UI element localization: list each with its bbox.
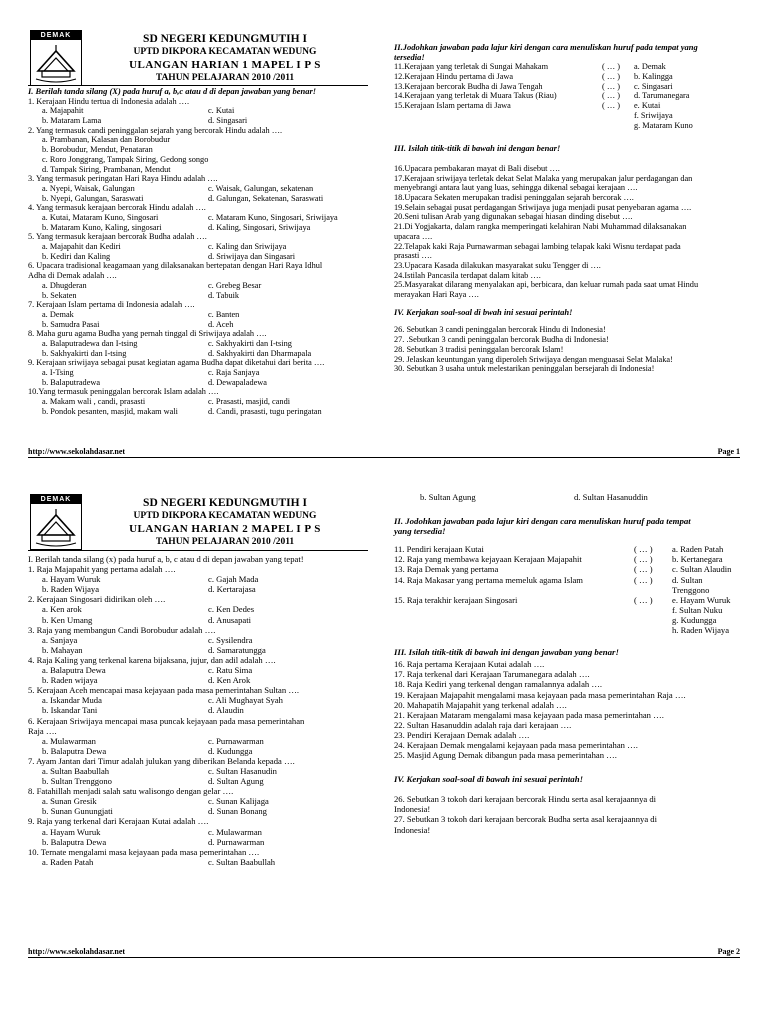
answer-option[interactable]: a. Raden Patah	[42, 856, 94, 867]
continued-options	[394, 492, 750, 502]
footer-url[interactable]: http://www.sekolahdasar.net	[28, 447, 126, 456]
matching-answer: c. Singasari	[634, 81, 673, 91]
answer-option[interactable]: d. Kaling, Singosari, Sriwijaya	[208, 222, 311, 232]
answer-option-row	[28, 675, 373, 685]
footer-url[interactable]: http://www.sekolahdasar.net	[28, 947, 126, 956]
question-text: 9. Kerajaan sriwijaya sebagai pusat kegiatan agama Budha dapat diketahui dari berita ….	[28, 358, 325, 368]
question-text: 8. Fatahillah menjadi salah satu walisongo dengan gelar ….	[28, 786, 234, 797]
answer-option[interactable]: a. Demak	[42, 309, 74, 319]
matching-answer: a. Raden Patah	[672, 544, 724, 555]
fill-in-item: 23.Upacara Kasada dilakukan masyarakat suku Tengger di ….	[394, 260, 601, 270]
question-text: 1. Kerajaan Hindu tertua di Indonesia adalah ….	[28, 96, 190, 106]
fill-in-item: upacara ….	[394, 231, 433, 241]
answer-option[interactable]: a. Mulawarman	[42, 735, 96, 746]
essay-item: Indonesia!	[394, 824, 431, 835]
essay-item: 26. Sebutkan 3 tokoh dari kerajaan bercorak Hindu serta asal kerajaannya di	[394, 794, 657, 805]
answer-option-row	[28, 746, 373, 756]
question-text: 5. Yang termasuk kerajaan bercorak Budha adalah ….	[28, 232, 207, 242]
fill-in-item: 17.Kerajaan sriwijaya terletak dekat Selat Malaka yang merupakan jalur perdagangan dan	[394, 173, 693, 183]
answer-option[interactable]: a. Majapahit	[42, 106, 84, 116]
answer-option[interactable]: b. Sultan Trenggono	[42, 776, 112, 787]
page-footer	[28, 946, 740, 958]
matching-question: 11. Pendiri kerajaan Kutai	[394, 544, 484, 555]
answer-option[interactable]: d. Kertarajasa	[208, 584, 256, 595]
matching-row	[394, 121, 750, 131]
answer-option-row	[28, 584, 373, 594]
answer-option-row	[28, 827, 373, 837]
section-4-instruction: IV. Kerjakan soal-soal di bwah ini sesuai perintah!	[394, 306, 573, 317]
fill-in-item: 19.Selain sebagai pusat perdagangan Sriwijaya juga menjadi pusat penyebaran agama ….	[394, 202, 692, 212]
header-divider	[28, 550, 368, 551]
answer-option[interactable]: a. Makam wali , candi, prasasti	[42, 397, 146, 407]
answer-option[interactable]: a. I-Tsing	[42, 368, 74, 378]
matching-answer: b. Kertanegara	[672, 554, 723, 565]
answer-blank[interactable]: ( … )	[634, 564, 653, 575]
right-column	[394, 492, 750, 835]
fill-in-item: prasasti ….	[394, 251, 432, 261]
matching-row	[394, 91, 750, 101]
matching-question: 12.Kerajaan Hindu pertama di Jawa	[394, 72, 514, 82]
answer-option[interactable]: c. Grebeg Besar	[208, 280, 262, 290]
fill-in-list	[394, 164, 750, 300]
question-text: 10.Yang termasuk peninggalan bercorak Islam adalah ….	[28, 387, 219, 397]
matching-row	[394, 615, 750, 625]
fill-in-item: 17. Raja terkenal dari Kerajaan Tarumanegara adalah ….	[394, 669, 590, 680]
answer-option[interactable]: b. Balaputra Dewa	[42, 836, 107, 847]
office-name: UPTD DIKPORA KECAMATAN WEDUNG	[133, 511, 317, 521]
answer-option[interactable]: d. Dewapaladewa	[208, 377, 267, 387]
answer-option[interactable]: d. Galungan, Sekatenan, Saraswati	[208, 193, 324, 203]
answer-option[interactable]: a. Iskandar Muda	[42, 695, 102, 706]
answer-option[interactable]: a. Balaputradewa dan I-tsing	[42, 339, 138, 349]
answer-option[interactable]: c. Mataram Kuno, Singosari, Sriwijaya	[208, 213, 338, 223]
fill-in-item: 22.Telapak kaki Raja Purnawarman sebagai lambing telapak kaki Wisnu terdapat pada	[394, 241, 681, 251]
answer-option[interactable]: a. Majapahit dan Kediri	[42, 242, 121, 252]
essay-item: 29. Jelaskan keuntungan yang diperoleh Sriwijaya dengan menguasai Selat Malaka!	[394, 354, 673, 364]
matching-row	[394, 595, 750, 605]
matching-row	[394, 101, 750, 111]
matching-answer: b. Kalingga	[634, 72, 673, 82]
matching-row	[394, 62, 750, 72]
answer-option-row	[28, 106, 373, 116]
answer-option[interactable]: a. Kutai, Mataram Kuno, Singosari	[42, 213, 159, 223]
matching-row	[394, 82, 750, 92]
answer-option-row	[28, 615, 373, 625]
worksheet-page-1	[0, 0, 768, 470]
answer-option[interactable]: c. Purnawarman	[208, 735, 264, 746]
answer-option[interactable]: d. Tampak Siring, Prambanan, Mendut	[42, 164, 171, 174]
answer-option[interactable]: a. Dhugderan	[42, 280, 87, 290]
answer-option[interactable]: c. Kutai	[208, 106, 235, 116]
matching-question: 11.Kerajaan yang terletak di Sungai Mahakam	[394, 62, 549, 72]
answer-option-row	[28, 645, 373, 655]
answer-option-row	[28, 184, 373, 194]
multiple-choice-list	[28, 564, 373, 867]
school-year: TAHUN PELAJARAN 2010 /2011	[155, 537, 295, 547]
essay-item: Indonesia!	[394, 804, 431, 815]
matching-row	[394, 585, 750, 595]
answer-option-row	[28, 281, 373, 291]
essay-list	[394, 794, 750, 834]
matching-question: 15. Raja terakhir kerajaan Singosari	[394, 594, 518, 605]
answer-option[interactable]: b. Iskandar Tani	[42, 705, 98, 716]
matching-list	[394, 62, 750, 130]
answer-option[interactable]: c. Raja Sanjaya	[208, 368, 260, 378]
answer-option[interactable]: d. Sakhyakirti dan Dharmapala	[208, 348, 312, 358]
mosque-emblem-icon	[34, 41, 78, 83]
office-name: UPTD DIKPORA KECAMATAN WEDUNG	[133, 47, 317, 57]
answer-option-row	[28, 766, 373, 776]
matching-answer: f. Sriwijaya	[634, 110, 673, 120]
answer-option[interactable]: d. Tabuik	[208, 290, 240, 300]
fill-in-item: 24.Istilah Pancasila terdapat dalam kitab ….	[394, 270, 541, 280]
question-text: 5. Kerajaan Aceh mencapai masa kejayaan pada masa pemerintahan Sultan ….	[28, 685, 300, 696]
answer-option-row	[28, 407, 373, 417]
question-text: 2. Yang termasuk candi peninggalan sejarah yang bercorak Hindu adalah ….	[28, 125, 283, 135]
document-header	[90, 32, 360, 84]
answer-blank[interactable]: ( … )	[602, 81, 620, 91]
answer-option[interactable]: c. Sunan Kalijaga	[208, 796, 269, 807]
answer-option[interactable]: d. Aceh	[208, 319, 234, 329]
section-2-instruction: II. Jodohkan jawaban pada lajur kiri dengan cara menuliskan huruf pada tempat	[394, 516, 691, 527]
answer-option[interactable]: c. Kaling dan Sriwijaya	[208, 242, 287, 252]
section-1-instruction: I. Berilah tanda silang (x) pada huruf a, b, c atau d di depan jawaban yang tepat!	[28, 554, 304, 564]
question-text: 6. Upacara tradisional keagamaan yang dilaksanakan bertepatan dengan Hari Raya Idhul	[28, 261, 323, 271]
answer-option-row	[28, 223, 373, 233]
answer-option-row	[28, 665, 373, 675]
section-1-instruction: I. Berilah tanda silang (X) pada huruf a, b,c atau d di depan jawaban yang benar!	[28, 86, 317, 96]
question-text: 3. Yang termasuk peringatan Hari Raya Hindu adalah ….	[28, 174, 218, 184]
answer-option[interactable]: b. Kediri dan Kaling	[42, 251, 111, 261]
matching-row	[394, 625, 750, 635]
fill-in-item: 20.Seni tulisan Arab yang digunakan sebagai hiasan dinding disebut ….	[394, 212, 633, 222]
matching-question: 15.Kerajaan Islam pertama di Jawa	[394, 101, 511, 111]
answer-blank[interactable]: ( … )	[602, 91, 620, 101]
school-name: SD NEGERI KEDUNGMUTIH I	[143, 497, 307, 509]
answer-option-row	[28, 145, 373, 155]
answer-option-row	[28, 736, 373, 746]
matching-question: 13.Kerajaan bercorak Budha di Jawa Tengah	[394, 81, 543, 91]
matching-answer: g. Kudungga	[672, 614, 717, 625]
matching-row	[394, 554, 750, 564]
answer-option[interactable]: d. Ken Arok	[208, 675, 251, 686]
matching-answer: e. Kutai	[634, 101, 661, 111]
answer-option[interactable]: b. Raden wijaya	[42, 675, 98, 686]
question-text: 6. Kerajaan Sriwijaya mencapai masa puncak kejayaan pada masa pemerintahan	[28, 715, 305, 726]
document-header	[90, 496, 360, 548]
answer-option[interactable]: d. Sriwijaya dan Singasari	[208, 251, 296, 261]
answer-option[interactable]: c. Sysilendra	[208, 634, 253, 645]
answer-option-row	[28, 339, 373, 349]
option-b: b. Sultan Agung	[420, 492, 476, 502]
answer-option[interactable]: c. Mulawarman	[208, 826, 262, 837]
answer-option[interactable]: c. Sultan Hasanudin	[208, 765, 277, 776]
answer-option[interactable]: a. Sanjaya	[42, 634, 78, 645]
fill-in-item: 25.Masyarakat dilarang menyalakan api, berbicara, dan keluar rumah pada saat umat Hindu	[394, 280, 699, 290]
answer-option[interactable]: d. Sultan Agung	[208, 776, 264, 787]
question-text: 4. Yang termasuk kerajaan bercorak Hindu adalah ….	[28, 203, 206, 213]
answer-blank[interactable]: ( … )	[602, 101, 620, 111]
page-footer	[28, 446, 740, 458]
matching-list	[394, 544, 750, 635]
matching-answer: a. Demak	[634, 62, 666, 72]
answer-option[interactable]: b. Balaputra Dewa	[42, 745, 107, 756]
left-column	[28, 87, 373, 417]
question-text: 1. Raja Majapahit yang pertama adalah ….	[28, 564, 176, 575]
answer-option[interactable]: b. Nyepi, Galungan, Saraswati	[42, 193, 144, 203]
answer-option[interactable]: b. Sekaten	[42, 290, 77, 300]
question-text: 2. Kerajaan Singosari didirikan oleh ….	[28, 594, 166, 605]
answer-blank[interactable]: ( … )	[634, 554, 653, 565]
fill-in-item: 20. Mahapatih Majapahit yang terkenal adalah ….	[394, 699, 567, 710]
answer-blank[interactable]: ( … )	[634, 594, 653, 605]
essay-item: 27. Sebutkan 3 tokoh dari kerajaan bercorak Budha serta asal kerajaannya di	[394, 814, 657, 825]
logo-band: DEMAK	[31, 495, 81, 504]
matching-answer: h. Raden Wijaya	[672, 625, 730, 636]
matching-answer: Trenggono	[672, 584, 710, 595]
question-text: 7. Ayam Jantan dari Timur adalah julukan yang diberikan Belanda kepada ….	[28, 755, 295, 766]
answer-option[interactable]: d. Kudungga	[208, 745, 253, 756]
answer-option-row	[28, 213, 373, 223]
answer-option-row	[28, 604, 373, 614]
answer-option-row	[28, 291, 373, 301]
answer-option[interactable]: d. Sunan Bonang	[208, 806, 267, 817]
answer-option[interactable]: b. Mataram Kuno, Kaling, singosari	[42, 222, 162, 232]
exam-title: ULANGAN HARIAN 2 MAPEL I P S	[129, 523, 321, 535]
footer-page-number: Page 1	[717, 447, 740, 456]
answer-option[interactable]: d. Anusapati	[208, 614, 251, 625]
answer-option-row	[28, 242, 373, 252]
answer-option-row	[28, 857, 373, 867]
answer-option[interactable]: b. Sunan Gunungjati	[42, 806, 113, 817]
fill-in-item: 18.Upacara Sekaten merupakan tradisi peninggalan sejarah bercorak ….	[394, 193, 634, 203]
answer-option[interactable]: a. Ken arok	[42, 604, 82, 615]
fill-in-item: 21. Kerajaan Mataram mengalami masa kejayaan pada masa pemerintahan ….	[394, 709, 664, 720]
fill-in-item: 23. Pendiri Kerajaan Demak adalah ….	[394, 729, 530, 740]
fill-in-item: 22. Sultan Hasanuddin adalah raja dari kerajaan ….	[394, 719, 572, 730]
question-text-cont: Adha di Demak adalah ….	[28, 271, 117, 281]
answer-option[interactable]: a. Sunan Gresik	[42, 796, 97, 807]
multiple-choice-list	[28, 97, 373, 417]
matching-answer: c. Sultan Alaudin	[672, 564, 732, 575]
demak-logo	[30, 30, 82, 86]
answer-option[interactable]: c. Prasasti, masjid, candi	[208, 397, 291, 407]
answer-option[interactable]: d. Alaudin	[208, 705, 244, 716]
section-2-instruction: II.Jodohkan jawaban pada lajur kiri dengan cara menuliskan huruf pada tempat yang	[394, 42, 698, 52]
matching-question: 13. Raja Demak yang pertama	[394, 564, 499, 575]
demak-logo	[30, 494, 82, 550]
answer-option[interactable]: b. Samudra Pasai	[42, 319, 100, 329]
essay-item: 28. Sebutkan 3 tradisi peninggalan bercorak Islam!	[394, 344, 564, 354]
answer-option-row	[28, 705, 373, 715]
question-text: 8. Maha guru agama Budha yang pernah tinggal di Sriwijaya adalah ….	[28, 329, 267, 339]
answer-option-row	[28, 378, 373, 388]
answer-option[interactable]: c. Roro Jonggrang, Tampak Siring, Gedong songo	[42, 154, 209, 164]
question-text: 7. Kerajaan Islam pertama di Indonesia adalah ….	[28, 300, 195, 310]
matching-question: 14. Raja Makasar yang pertama memeluk agama Islam	[394, 574, 583, 585]
answer-blank[interactable]: ( … )	[602, 62, 620, 72]
logo-band: DEMAK	[31, 31, 81, 40]
footer-page-number: Page 2	[717, 947, 740, 956]
answer-option-row	[28, 349, 373, 359]
answer-option-row	[28, 574, 373, 584]
question-text: 10. Ternate mengalami masa kejayaan pada masa pemerintahan ….	[28, 846, 260, 857]
answer-option[interactable]: c. Ken Dedes	[208, 604, 255, 615]
answer-option-row	[28, 194, 373, 204]
section-4-instruction: IV. Kerjakan soal-soal di bawah ini sesuai perintah!	[394, 774, 584, 785]
exam-title: ULANGAN HARIAN 1 MAPEL I P S	[129, 59, 321, 71]
answer-option[interactable]: b. Raden Wijaya	[42, 584, 100, 595]
fill-in-item: 25. Masjid Agung Demak dibangun pada masa pemerintahan ….	[394, 750, 617, 761]
answer-option-row	[28, 776, 373, 786]
answer-option[interactable]: a. Nyepi, Waisak, Galungan	[42, 183, 135, 193]
answer-option-row	[28, 135, 373, 145]
matching-answer: d. Sultan	[672, 574, 703, 585]
answer-option[interactable]: b. Sakhyakirti dan I-tsing	[42, 348, 127, 358]
fill-in-list	[394, 659, 750, 760]
answer-option[interactable]: c. Banten	[208, 309, 240, 319]
fill-in-item: merayakan Hari Raya ….	[394, 290, 479, 300]
question-text: 4. Raja Kaling yang terkenal karena bijaksana, jujur, dan adil adalah ….	[28, 654, 276, 665]
answer-option[interactable]: d. Samaratungga	[208, 644, 266, 655]
answer-option-row	[28, 116, 373, 126]
section-2-instruction-cont: yang tersedia!	[394, 526, 446, 537]
essay-item: 30. Sebutkan 3 usaha untuk melestarikan peninggalan bersejarah di Indonesia!	[394, 364, 655, 374]
answer-blank[interactable]: ( … )	[602, 72, 620, 82]
matching-question: 12. Raja yang membawa kejayaan Kerajaan Majapahit	[394, 554, 582, 565]
answer-option[interactable]: c. Waisak, Galungan, sekatenan	[208, 183, 314, 193]
section-2-instruction-cont: tersedia!	[394, 51, 425, 62]
matching-row	[394, 564, 750, 574]
answer-option[interactable]: d. Candi, prasasti, tugu peringatan	[208, 406, 322, 416]
question-text: 3. Raja yang membangun Candi Borobudur adalah ….	[28, 624, 216, 635]
answer-option[interactable]: b. Ken Umang	[42, 614, 93, 625]
section-3-instruction: III. Isilah titik-titik di bawah ini dengan benar!	[394, 143, 561, 154]
fill-in-item: 21.Di Yogjakarta, dalam rangka memperingati kelahiran Nabi Muhammad dilaksanakan	[394, 222, 687, 232]
fill-in-item: 16. Raja pertama Kerajaan Kutai adalah ….	[394, 659, 545, 670]
matching-question: 14.Kerajaan yang terletak di Muara Takus (Riau)	[394, 91, 557, 101]
matching-row	[394, 544, 750, 554]
answer-option[interactable]: b. Mataram Lama	[42, 116, 102, 126]
matching-row	[394, 111, 750, 121]
answer-option-row	[28, 310, 373, 320]
answer-option-row	[28, 165, 373, 175]
right-column	[394, 43, 750, 374]
answer-option-row	[28, 806, 373, 816]
matching-answer: e. Hayam Wuruk	[672, 594, 731, 605]
answer-option[interactable]: b. Mahayan	[42, 644, 83, 655]
answer-option-row	[28, 837, 373, 847]
answer-blank[interactable]: ( … )	[634, 574, 653, 585]
mosque-emblem-icon	[34, 505, 78, 547]
answer-option-row	[28, 397, 373, 407]
answer-option[interactable]: c. Ratu Sima	[208, 665, 253, 676]
matching-row	[394, 72, 750, 82]
answer-option[interactable]: a. Hayam Wuruk	[42, 574, 101, 585]
worksheet-page-2	[0, 484, 768, 1024]
question-text: 9. Raja yang terkenal dari Kerajaan Kutai adalah ….	[28, 816, 209, 827]
fill-in-item: 18. Raja Kediri yang terkenal dengan ramalannya adalah ….	[394, 679, 603, 690]
answer-option[interactable]: b. Borobudur, Mendut, Penataran	[42, 145, 153, 155]
answer-option[interactable]: d. Singasari	[208, 116, 248, 126]
left-column	[28, 554, 373, 867]
fill-in-item: 24. Kerajaan Demak mengalami kejayaan pada masa pemerintahan ….	[394, 739, 638, 750]
answer-option-row	[28, 695, 373, 705]
answer-option[interactable]: a. Balaputra Dewa	[42, 665, 106, 676]
answer-option[interactable]: a. Hayam Wuruk	[42, 826, 101, 837]
answer-option-row	[28, 320, 373, 330]
fill-in-item: 19. Kerajaan Majapahit mengalami masa kejayaan pada masa pemerintahan Raja ….	[394, 689, 686, 700]
fill-in-item: menyebrangi antara laut yang luas, sehingga dikenal sebagai kerajaan ….	[394, 183, 638, 193]
answer-option-row	[28, 252, 373, 262]
matching-answer: d. Tarumanegara	[634, 91, 690, 101]
essay-item: 27. .Sebutkan 3 candi peninggalan bercorak Budha di Indonesia!	[394, 335, 609, 345]
matching-row	[394, 575, 750, 585]
answer-option[interactable]: c. Sakhyakirti dan I-tsing	[208, 339, 292, 349]
answer-option[interactable]: d. Purnawarman	[208, 836, 265, 847]
answer-option[interactable]: b. Balaputradewa	[42, 377, 101, 387]
answer-option-row	[28, 796, 373, 806]
answer-option-row	[28, 368, 373, 378]
option-d: d. Sultan Hasanuddin	[574, 492, 648, 502]
answer-blank[interactable]: ( … )	[634, 544, 653, 555]
question-text-cont: Raja ….	[28, 725, 57, 736]
answer-option[interactable]: c. Ali Mughayat Syah	[208, 695, 283, 706]
fill-in-item: 16.Upacara pembakaran mayat di Bali disebut ….	[394, 163, 560, 173]
answer-option[interactable]: c. Gajah Mada	[208, 574, 259, 585]
school-year: TAHUN PELAJARAN 2010 /2011	[155, 73, 295, 83]
answer-option[interactable]: b. Pondok pesanten, masjid, makam wali	[42, 406, 178, 416]
essay-item: 26. Sebutkan 3 candi peninggalan bercorak Hindu di Indonesia!	[394, 325, 606, 335]
answer-option-row	[28, 635, 373, 645]
section-3-instruction: III. Isilah titik-titik di bawah ini dengan jawaban yang benar!	[394, 647, 619, 658]
answer-option[interactable]: c. Sultan Baabullah	[208, 856, 276, 867]
matching-answer: g. Mataram Kuno	[634, 120, 693, 130]
answer-option-row	[28, 155, 373, 165]
answer-option[interactable]: a. Prambanan, Kalasan dan Borobudur	[42, 135, 171, 145]
matching-answer: f. Sultan Nuku	[672, 604, 723, 615]
essay-list	[394, 325, 750, 374]
school-name: SD NEGERI KEDUNGMUTIH I	[143, 33, 307, 45]
matching-row	[394, 605, 750, 615]
answer-option[interactable]: a. Sultan Baabullah	[42, 765, 110, 776]
